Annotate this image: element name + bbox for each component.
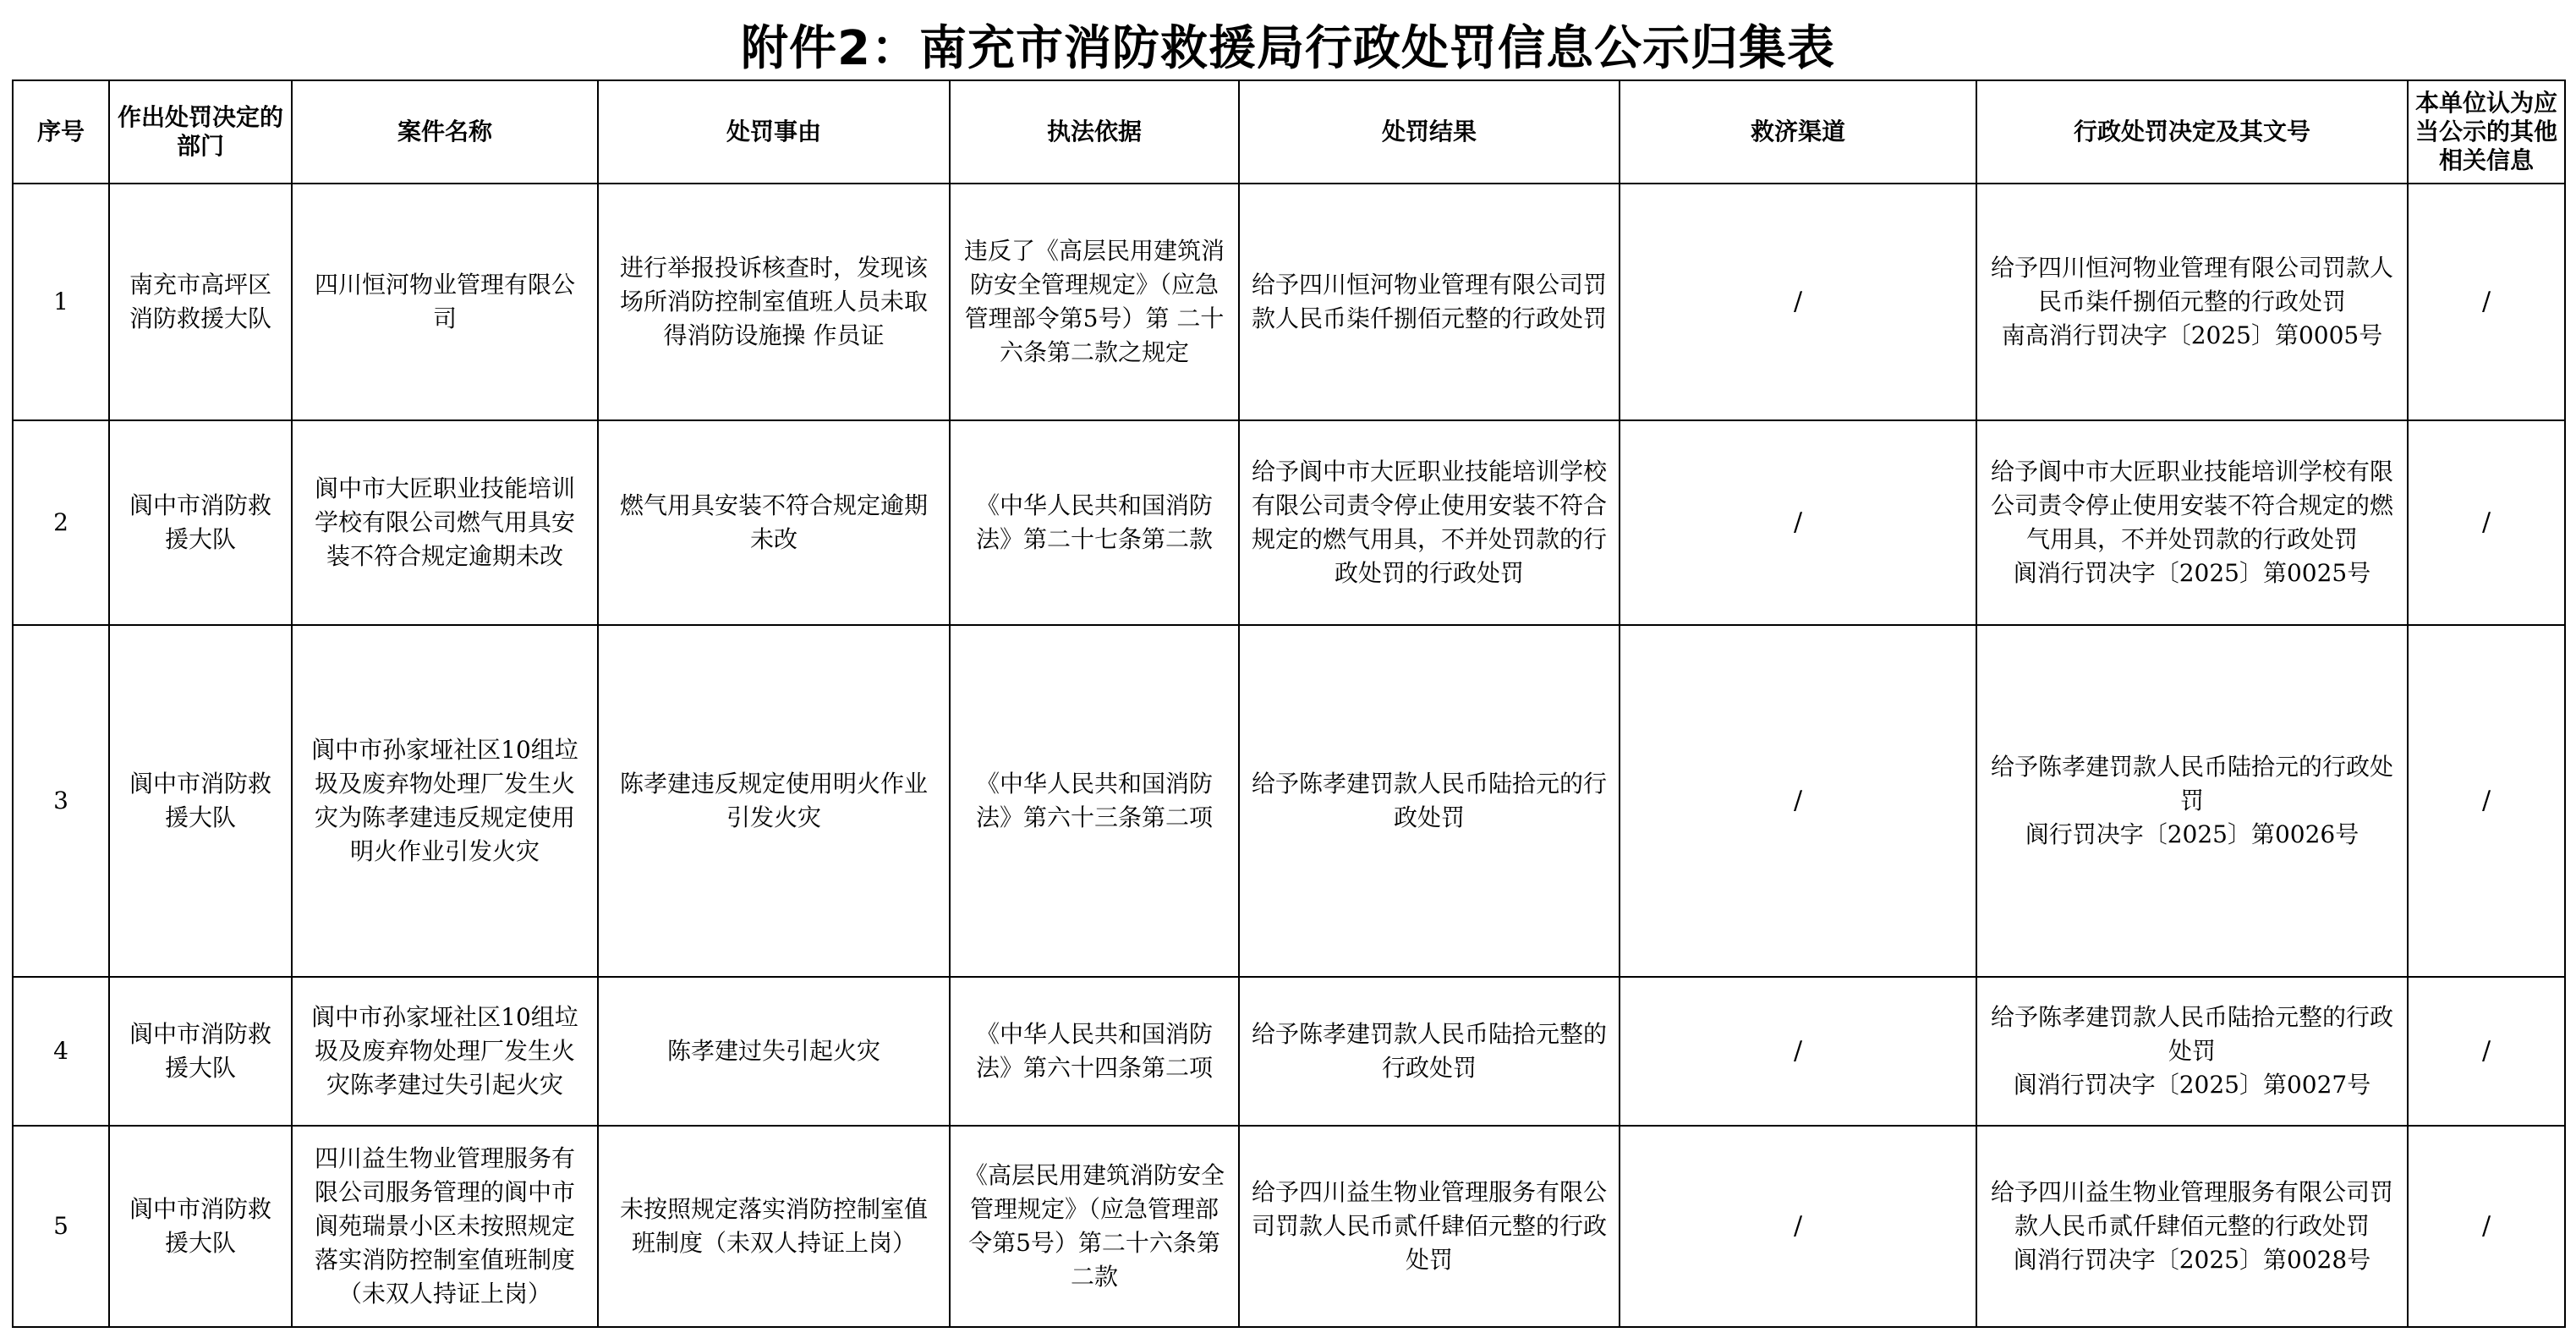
decision-text: 给予阆中市大匠职业技能培训学校有限公司责令停止使用安装不符合规定的燃气用具，不并处罚款的行政处罚 bbox=[1990, 458, 2393, 553]
header-index: 序号 bbox=[13, 80, 109, 184]
header-other: 本单位认为应当公示的其他相关信息 bbox=[2408, 80, 2565, 184]
decision-text: 给予陈孝建罚款人民币陆拾元的行政处罚 bbox=[1990, 753, 2393, 814]
cell-reason: 燃气用具安装不符合规定逾期未改 bbox=[598, 420, 950, 625]
cell-result: 给予陈孝建罚款人民币陆拾元的行政处罚 bbox=[1239, 625, 1620, 977]
cell-basis: 违反了《高层民用建筑消防安全管理规定》（应急管理部令第5号）第 二十六条第二款之规定 bbox=[950, 184, 1239, 420]
decision-text: 给予陈孝建罚款人民币陆拾元整的行政处罚 bbox=[1990, 1003, 2393, 1065]
cell-decision bbox=[1976, 625, 2408, 977]
header-case-name: 案件名称 bbox=[292, 80, 598, 184]
page-title: 附件2：南充市消防救援局行政处罚信息公示归集表 bbox=[741, 21, 1835, 76]
header-result: 处罚结果 bbox=[1239, 80, 1620, 184]
cell-case-name: 阆中市大匠职业技能培训学校有限公司燃气用具安装不符合规定逾期未改 bbox=[292, 420, 598, 625]
cell-basis: 《中华人民共和国消防法》第二十七条第二款 bbox=[950, 420, 1239, 625]
cell-index: 5 bbox=[13, 1126, 109, 1327]
cell-result: 给予四川益生物业管理服务有限公司罚款人民币贰仟肆佰元整的行政处罚 bbox=[1239, 1126, 1620, 1327]
cell-department: 阆中市消防救援大队 bbox=[109, 977, 292, 1126]
decision-number: 阆消行罚决字〔2025〕第0025号 bbox=[2013, 559, 2371, 587]
header-row bbox=[13, 80, 2565, 184]
cell-result: 给予阆中市大匠职业技能培训学校有限公司责令停止使用安装不符合规定的燃气用具，不并处罚款的行政处罚的行政处罚 bbox=[1239, 420, 1620, 625]
cell-decision bbox=[1976, 977, 2408, 1126]
cell-decision bbox=[1976, 420, 2408, 625]
cell-department: 阆中市消防救援大队 bbox=[109, 1126, 292, 1327]
decision-number: 阆消行罚决字〔2025〕第0027号 bbox=[2013, 1071, 2371, 1099]
table-row bbox=[13, 625, 2565, 977]
cell-department: 阆中市消防救援大队 bbox=[109, 420, 292, 625]
table-row bbox=[13, 977, 2565, 1126]
cell-other: / bbox=[2408, 977, 2565, 1126]
sheet bbox=[12, 10, 2564, 1326]
cell-result: 给予陈孝建罚款人民币陆拾元整的行政处罚 bbox=[1239, 977, 1620, 1126]
cell-basis: 《中华人民共和国消防法》第六十三条第二项 bbox=[950, 625, 1239, 977]
cell-index: 3 bbox=[13, 625, 109, 977]
cell-remedy: / bbox=[1620, 1126, 1976, 1327]
cell-reason: 未按照规定落实消防控制室值班制度（未双人持证上岗） bbox=[598, 1126, 950, 1327]
cell-decision bbox=[1976, 1126, 2408, 1327]
decision-text: 给予四川恒河物业管理有限公司罚款人民币柒仟捌佰元整的行政处罚 bbox=[1990, 254, 2393, 315]
cell-result: 给予四川恒河物业管理有限公司罚款人民币柒仟捌佰元整的行政处罚 bbox=[1239, 184, 1620, 420]
penalty-table bbox=[12, 80, 2566, 1328]
cell-index: 2 bbox=[13, 420, 109, 625]
cell-remedy: / bbox=[1620, 977, 1976, 1126]
cell-case-name: 四川恒河物业管理有限公司 bbox=[292, 184, 598, 420]
cell-index: 1 bbox=[13, 184, 109, 420]
cell-basis: 《中华人民共和国消防法》第六十四条第二项 bbox=[950, 977, 1239, 1126]
cell-reason: 进行举报投诉核查时，发现该场所消防控制室值班人员未取得消防设施操 作员证 bbox=[598, 184, 950, 420]
cell-case-name: 阆中市孙家垭社区10组垃圾及废弃物处理厂发生火灾为陈孝建违反规定使用明火作业引发火灾 bbox=[292, 625, 598, 977]
decision-number: 阆行罚决字〔2025〕第0026号 bbox=[2025, 820, 2360, 848]
table-row bbox=[13, 420, 2565, 625]
cell-reason: 陈孝建过失引起火灾 bbox=[598, 977, 950, 1126]
decision-number: 南高消行罚决字〔2025〕第0005号 bbox=[2001, 321, 2383, 349]
table-row bbox=[13, 1126, 2565, 1327]
table-row bbox=[13, 184, 2565, 420]
cell-remedy: / bbox=[1620, 625, 1976, 977]
cell-other: / bbox=[2408, 184, 2565, 420]
cell-other: / bbox=[2408, 420, 2565, 625]
header-basis: 执法依据 bbox=[950, 80, 1239, 184]
decision-text: 给予四川益生物业管理服务有限公司罚款人民币贰仟肆佰元整的行政处罚 bbox=[1990, 1178, 2393, 1240]
header-department: 作出处罚决定的部门 bbox=[109, 80, 292, 184]
cell-index: 4 bbox=[13, 977, 109, 1126]
cell-case-name: 阆中市孙家垭社区10组垃圾及废弃物处理厂发生火灾陈孝建过失引起火灾 bbox=[292, 977, 598, 1126]
cell-other: / bbox=[2408, 1126, 2565, 1327]
header-decision: 行政处罚决定及其文号 bbox=[1976, 80, 2408, 184]
header-reason: 处罚事由 bbox=[598, 80, 950, 184]
decision-number: 阆消行罚决字〔2025〕第0028号 bbox=[2013, 1246, 2371, 1274]
cell-remedy: / bbox=[1620, 184, 1976, 420]
header-remedy: 救济渠道 bbox=[1620, 80, 1976, 184]
cell-department: 阆中市消防救援大队 bbox=[109, 625, 292, 977]
cell-basis: 《高层民用建筑消防安全管理规定》（应急管理部令第5号）第二十六条第二款 bbox=[950, 1126, 1239, 1327]
cell-case-name: 四川益生物业管理服务有限公司服务管理的阆中市阆苑瑞景小区未按照规定落实消防控制室值班制度（未双人持证上岗） bbox=[292, 1126, 598, 1327]
cell-department: 南充市高坪区消防救援大队 bbox=[109, 184, 292, 420]
cell-remedy: / bbox=[1620, 420, 1976, 625]
cell-decision bbox=[1976, 184, 2408, 420]
cell-other: / bbox=[2408, 625, 2565, 977]
cell-reason: 陈孝建违反规定使用明火作业引发火灾 bbox=[598, 625, 950, 977]
